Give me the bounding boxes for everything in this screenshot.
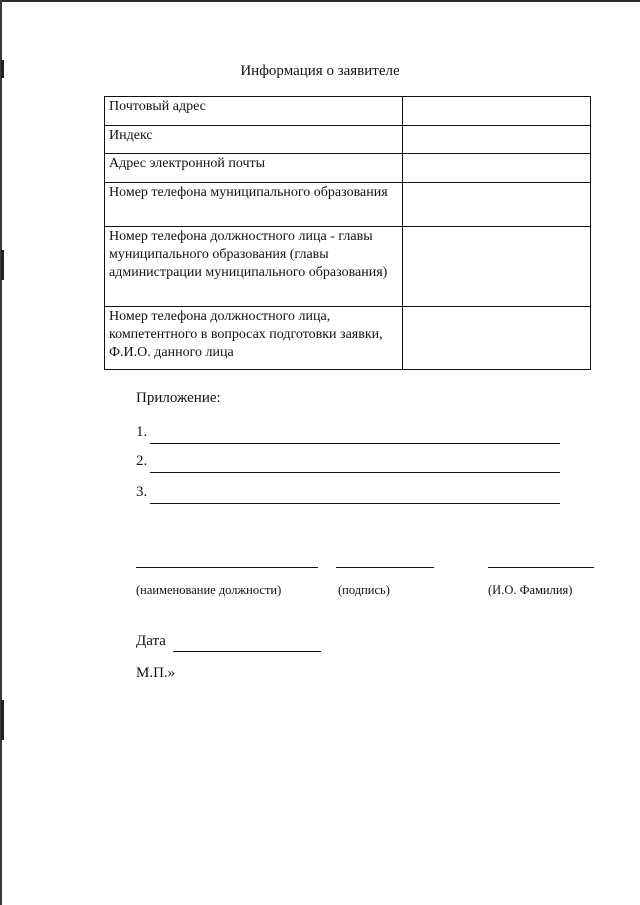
appendix-item-number: 3. — [136, 484, 148, 500]
date-line — [173, 651, 321, 652]
table-row — [105, 227, 591, 307]
table-row — [105, 307, 591, 370]
row-label: Индекс — [105, 126, 403, 154]
table-row — [105, 97, 591, 126]
appendix-item-line — [150, 503, 560, 504]
table-row — [105, 126, 591, 154]
table-row — [105, 183, 591, 227]
row-label: Номер телефона муниципального образования — [105, 183, 403, 227]
name-caption: (И.О. Фамилия) — [488, 583, 573, 597]
row-value — [403, 126, 591, 154]
row-value — [403, 227, 591, 307]
applicant-info-table — [104, 96, 591, 370]
sign-signature-line — [336, 567, 434, 568]
appendix-item — [136, 453, 560, 473]
row-value — [403, 154, 591, 183]
scan-mark — [1, 250, 4, 280]
position-caption: (наименование должности) — [136, 583, 282, 597]
appendix-item-line — [150, 443, 560, 444]
row-label: Адрес электронной почты — [105, 154, 403, 183]
appendix-item — [136, 424, 560, 444]
scan-mark — [1, 700, 4, 740]
row-label: Почтовый адрес — [105, 97, 403, 126]
appendix-item-number: 1. — [136, 424, 148, 440]
row-label: Номер телефона должностного лица, компетентного в вопросах подготовки заявки, Ф.И.О. данного лица — [105, 307, 403, 370]
document-title: Информация о заявителе — [240, 63, 400, 79]
scan-edge-top — [0, 0, 640, 2]
row-value — [403, 183, 591, 227]
appendix-item — [136, 484, 560, 504]
stamp-label: М.П.» — [136, 665, 176, 681]
name-signature-line — [488, 567, 594, 568]
table-row — [105, 154, 591, 183]
appendix-item-number: 2. — [136, 453, 148, 469]
sign-caption: (подпись) — [338, 583, 390, 597]
row-label: Номер телефона должностного лица - главы муниципального образования (главы администрации муниципального образования) — [105, 227, 403, 307]
row-value — [403, 97, 591, 126]
scan-edge-left — [0, 0, 2, 905]
row-value — [403, 307, 591, 370]
appendix-item-line — [150, 472, 560, 473]
position-signature-line — [136, 567, 318, 568]
appendix-title: Приложение: — [136, 390, 221, 406]
date-label: Дата — [136, 633, 166, 649]
